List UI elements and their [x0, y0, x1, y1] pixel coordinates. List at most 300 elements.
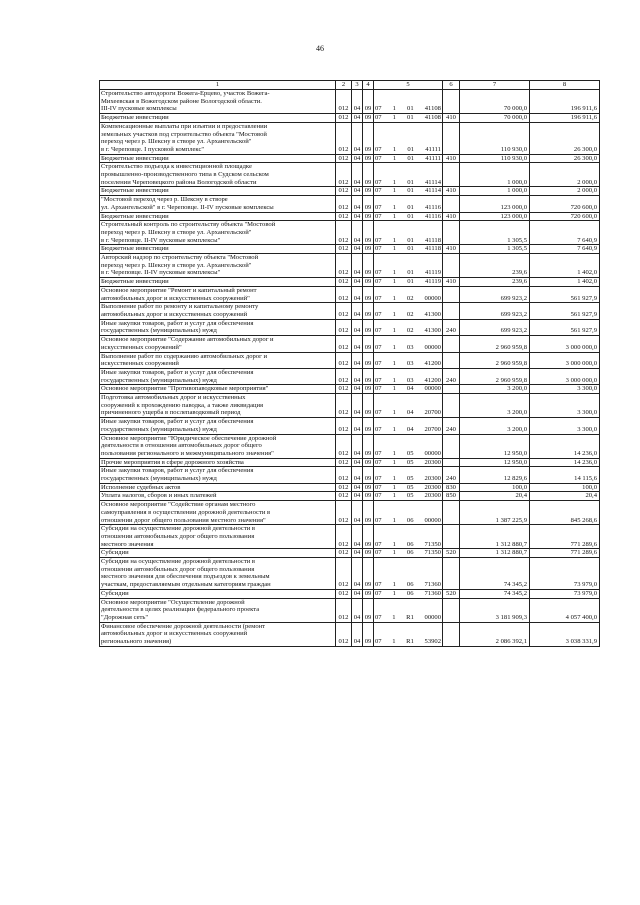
target-code-part: 1	[392, 458, 396, 466]
row-pr: 09	[363, 589, 374, 598]
target-code-part: 01	[407, 187, 414, 195]
table-row	[100, 352, 600, 368]
row-target-code	[374, 434, 443, 458]
row-pr: 09	[363, 501, 374, 525]
row-vr	[443, 434, 460, 458]
target-code-part: 20300	[424, 475, 441, 483]
row-vr: 410	[443, 187, 460, 196]
row-ved: 012	[336, 598, 352, 622]
header-col-5: 5	[374, 81, 443, 90]
row-ved: 012	[336, 212, 352, 221]
row-ved: 012	[336, 492, 352, 501]
row-name: Бюджетные инвестиции	[100, 278, 336, 287]
row-amount-year-2: 561 927,9	[530, 286, 600, 302]
target-code-part: 1	[392, 492, 396, 500]
row-target-code	[374, 418, 443, 434]
target-code-part: 1	[392, 145, 397, 153]
row-pr: 09	[363, 549, 374, 558]
row-rz: 04	[352, 483, 363, 492]
row-ved: 012	[336, 122, 352, 154]
header-col-4: 4	[363, 81, 374, 90]
target-code-parts	[374, 475, 442, 483]
table-row	[100, 467, 600, 483]
target-code-part: 1	[392, 245, 397, 253]
target-code-part: 07	[375, 178, 382, 186]
row-amount-year-2: 3 038 331,9	[530, 622, 600, 646]
target-code-parts	[374, 377, 442, 385]
row-name: Бюджетные инвестиции	[100, 245, 336, 254]
target-code-parts	[374, 278, 442, 286]
row-vr	[443, 385, 460, 394]
row-amount-year-1: 1 305,5	[460, 245, 530, 254]
row-name: Основное мероприятие "Ремонт и капитальный ремонт автомобильных дорог и искусственных сооружений"	[100, 286, 336, 302]
target-code-part: 20300	[424, 458, 441, 466]
row-rz: 04	[352, 303, 363, 319]
row-ved: 012	[336, 319, 352, 335]
row-target-code	[374, 622, 443, 646]
target-code-part: 07	[375, 614, 382, 621]
target-code-parts	[374, 484, 442, 492]
table-row	[100, 622, 600, 646]
table-row	[100, 525, 600, 549]
table-row	[100, 122, 600, 154]
target-code-part: 1	[392, 236, 397, 244]
row-rz: 04	[352, 212, 363, 221]
target-code-part: 01	[407, 203, 414, 211]
row-vr	[443, 163, 460, 187]
row-rz: 04	[352, 589, 363, 598]
row-amount-year-1: 3 200,0	[460, 394, 530, 418]
row-pr: 09	[363, 368, 374, 384]
table-row	[100, 114, 600, 123]
row-amount-year-2: 720 600,0	[530, 212, 600, 221]
target-code-parts	[374, 614, 442, 622]
row-pr: 09	[363, 336, 374, 352]
row-ved: 012	[336, 254, 352, 278]
target-code-parts	[374, 344, 442, 352]
target-code-parts	[374, 269, 442, 277]
row-amount-year-2: 561 927,9	[530, 303, 600, 319]
row-amount-year-1: 74 345,2	[460, 589, 530, 598]
row-amount-year-2: 720 600,0	[530, 196, 600, 212]
row-amount-year-2: 845 268,6	[530, 501, 600, 525]
row-vr	[443, 458, 460, 467]
row-vr: 520	[443, 589, 460, 598]
target-code-part: 06	[406, 581, 414, 589]
target-code-part: 20300	[424, 483, 441, 491]
target-code-part: 1	[392, 178, 397, 186]
row-amount-year-2: 26 300,0	[530, 154, 600, 163]
target-code-part: 02	[406, 310, 414, 318]
row-amount-year-2: 100,0	[530, 483, 600, 492]
row-target-code	[374, 467, 443, 483]
row-vr: 410	[443, 154, 460, 163]
row-name: Иные закупки товаров, работ и услуг для обеспечения государственных (муниципальных) нужд	[100, 319, 336, 335]
row-ved: 012	[336, 483, 352, 492]
target-code-part: 07	[375, 589, 382, 597]
row-name: Основное мероприятие "Противопаводковые мероприятия"	[100, 385, 336, 394]
table-row	[100, 492, 600, 501]
row-rz: 04	[352, 154, 363, 163]
target-code-part: 1	[392, 278, 397, 286]
target-code-parts	[374, 213, 442, 221]
table-row	[100, 501, 600, 525]
row-pr: 09	[363, 212, 374, 221]
target-code-part: 07	[375, 581, 382, 589]
row-amount-year-1: 3 181 909,3	[460, 598, 530, 622]
target-code-part: 41119	[425, 269, 441, 277]
row-rz: 04	[352, 458, 363, 467]
row-rz: 04	[352, 286, 363, 302]
row-rz: 04	[352, 122, 363, 154]
row-amount-year-2: 771 289,6	[530, 549, 600, 558]
target-code-part: 07	[375, 376, 382, 384]
target-code-part: 1	[392, 294, 396, 302]
target-code-part: 41114	[425, 178, 441, 186]
row-target-code	[374, 286, 443, 302]
row-name: Исполнение судебных актов	[100, 483, 336, 492]
row-ved: 012	[336, 385, 352, 394]
target-code-parts	[374, 409, 442, 417]
row-vr: 410	[443, 212, 460, 221]
target-code-parts	[374, 541, 442, 549]
row-name: Выполнение работ по содержанию автомобильных дорог и искусственных сооружений	[100, 352, 336, 368]
target-code-part: 41200	[424, 360, 441, 368]
row-vr	[443, 352, 460, 368]
target-code-part: 41111	[425, 145, 441, 153]
target-code-part: 41111	[425, 154, 441, 162]
row-target-code	[374, 196, 443, 212]
row-pr: 09	[363, 467, 374, 483]
target-code-part: 01	[407, 278, 414, 286]
target-code-parts	[374, 581, 442, 589]
target-code-part: 07	[375, 492, 382, 500]
row-target-code	[374, 525, 443, 549]
target-code-part: 41119	[425, 278, 441, 286]
row-name: Основное мероприятие "Осуществление дорожной деятельности в целях реализации федерального проекта "Дорожная сеть"	[100, 598, 336, 622]
row-rz: 04	[352, 187, 363, 196]
row-rz: 04	[352, 622, 363, 646]
target-code-part: 02	[406, 327, 414, 335]
row-name: Субсидии	[100, 589, 336, 598]
target-code-part: 07	[375, 409, 382, 417]
row-name: Выполнение работ по ремонту и капитальному ремонту автомобильных дорог и искусственных сооружений	[100, 303, 336, 319]
row-amount-year-1: 1 312 880,7	[460, 525, 530, 549]
row-vr: 240	[443, 418, 460, 434]
row-amount-year-1: 1 305,5	[460, 221, 530, 245]
row-amount-year-2: 1 402,0	[530, 254, 600, 278]
target-code-part: 41118	[425, 245, 441, 253]
row-ved: 012	[336, 187, 352, 196]
target-code-part: 1	[392, 638, 396, 646]
target-code-parts	[374, 187, 442, 195]
target-code-part: 41300	[424, 327, 441, 335]
target-code-part: 1	[392, 549, 396, 557]
row-ved: 012	[336, 303, 352, 319]
row-pr: 09	[363, 483, 374, 492]
row-vr: 240	[443, 319, 460, 335]
target-code-part: 05	[406, 449, 414, 457]
row-pr: 09	[363, 286, 374, 302]
row-ved: 012	[336, 368, 352, 384]
row-vr: 830	[443, 483, 460, 492]
row-target-code	[374, 303, 443, 319]
target-code-part: 07	[375, 549, 382, 557]
target-code-part: 07	[375, 203, 382, 211]
table-row	[100, 589, 600, 598]
target-code-part: 01	[407, 145, 414, 153]
target-code-part: 01	[407, 114, 414, 122]
row-name: Строительство подъезда к инвестиционной площадке промышленно-производственного типа в Судском сельском поселении Череповецкого района Вологодской области	[100, 163, 336, 187]
row-rz: 04	[352, 254, 363, 278]
row-rz: 04	[352, 163, 363, 187]
target-code-part: 06	[406, 589, 414, 597]
row-ved: 012	[336, 549, 352, 558]
table-row	[100, 303, 600, 319]
header-col-3: 3	[352, 81, 363, 90]
row-name: Прочие мероприятия в сфере дорожного хозяйства	[100, 458, 336, 467]
row-target-code	[374, 549, 443, 558]
target-code-parts	[374, 105, 442, 113]
row-vr	[443, 196, 460, 212]
target-code-part: 41116	[425, 203, 441, 211]
target-code-part: 71360	[424, 589, 441, 597]
row-amount-year-1: 110 930,0	[460, 154, 530, 163]
table-row	[100, 549, 600, 558]
table-row	[100, 385, 600, 394]
row-rz: 04	[352, 196, 363, 212]
row-name: "Мостовой переход через р. Шексну в створе ул. Архангельской" в г. Череповце. II-IV пусковые комплексы	[100, 196, 336, 212]
table-row	[100, 319, 600, 335]
row-rz: 04	[352, 467, 363, 483]
row-amount-year-2: 2 000,0	[530, 163, 600, 187]
target-code-part: 71350	[424, 549, 441, 557]
row-rz: 04	[352, 114, 363, 123]
row-amount-year-1: 12 950,0	[460, 434, 530, 458]
row-name: Субсидии	[100, 549, 336, 558]
row-name: Уплата налогов, сборов и иных платежей	[100, 492, 336, 501]
row-amount-year-1: 20,4	[460, 492, 530, 501]
row-amount-year-2: 73 979,0	[530, 589, 600, 598]
table-body	[100, 90, 600, 647]
target-code-part: 41300	[424, 310, 441, 318]
target-code-part: 1	[392, 540, 396, 548]
row-vr: 410	[443, 114, 460, 123]
table-row	[100, 254, 600, 278]
row-amount-year-2: 14 115,6	[530, 467, 600, 483]
row-amount-year-1: 123 000,0	[460, 196, 530, 212]
target-code-part: 01	[407, 236, 414, 244]
target-code-part: 07	[375, 294, 382, 302]
target-code-part: 06	[406, 540, 414, 548]
target-code-part: 20300	[424, 492, 441, 500]
table-row	[100, 394, 600, 418]
row-ved: 012	[336, 90, 352, 114]
row-ved: 012	[336, 245, 352, 254]
row-vr	[443, 394, 460, 418]
target-code-part: 04	[406, 425, 414, 433]
row-ved: 012	[336, 286, 352, 302]
row-pr: 09	[363, 385, 374, 394]
row-vr	[443, 90, 460, 114]
row-vr	[443, 336, 460, 352]
row-target-code	[374, 154, 443, 163]
row-vr	[443, 122, 460, 154]
target-code-part: 1	[392, 154, 397, 162]
target-code-parts	[374, 245, 442, 253]
row-vr	[443, 558, 460, 590]
target-code-part: 03	[406, 376, 414, 384]
row-rz: 04	[352, 558, 363, 590]
row-ved: 012	[336, 278, 352, 287]
row-rz: 04	[352, 434, 363, 458]
target-code-part: 01	[407, 269, 414, 277]
row-ved: 012	[336, 352, 352, 368]
table-row	[100, 90, 600, 114]
row-vr: 410	[443, 245, 460, 254]
row-amount-year-1: 1 000,0	[460, 163, 530, 187]
row-amount-year-2: 2 000,0	[530, 187, 600, 196]
row-target-code	[374, 483, 443, 492]
row-pr: 09	[363, 114, 374, 123]
row-rz: 04	[352, 501, 363, 525]
row-target-code	[374, 336, 443, 352]
row-ved: 012	[336, 589, 352, 598]
row-target-code	[374, 394, 443, 418]
target-code-part: 1	[392, 212, 397, 220]
target-code-part: 1	[392, 343, 396, 351]
target-code-part: 07	[375, 212, 382, 220]
table-row	[100, 336, 600, 352]
row-name: Основное мероприятие "Содействие органам местного самоуправления в осуществлении дорожной деятельности в отношении дорог общего пользования местного значения"	[100, 501, 336, 525]
table-row	[100, 458, 600, 467]
target-code-part: 41108	[424, 114, 441, 122]
row-pr: 09	[363, 303, 374, 319]
target-code-part: 05	[406, 475, 414, 483]
row-target-code	[374, 114, 443, 123]
row-ved: 012	[336, 558, 352, 590]
row-rz: 04	[352, 352, 363, 368]
row-name: Подготовка автомобильных дорог и искусственных сооружений к прохождению паводка, а также ликвидация причиненного ущерба в послепаводковый период	[100, 394, 336, 418]
row-vr	[443, 525, 460, 549]
table-row	[100, 368, 600, 384]
row-amount-year-2: 4 057 400,0	[530, 598, 600, 622]
table-row	[100, 154, 600, 163]
target-code-part: 07	[375, 145, 382, 153]
row-ved: 012	[336, 163, 352, 187]
target-code-part: 41118	[425, 236, 441, 244]
row-pr: 09	[363, 154, 374, 163]
header-col-8: 8	[530, 81, 600, 90]
row-amount-year-1: 1 387 225,9	[460, 501, 530, 525]
target-code-part: 00000	[424, 516, 441, 524]
target-code-part: 1	[392, 581, 396, 589]
target-code-part: 00000	[424, 343, 441, 351]
row-vr	[443, 303, 460, 319]
target-code-part: 07	[375, 449, 382, 457]
target-code-part: 07	[375, 638, 382, 646]
row-rz: 04	[352, 319, 363, 335]
target-code-parts	[374, 179, 442, 187]
row-amount-year-1: 3 200,0	[460, 385, 530, 394]
table-row	[100, 221, 600, 245]
target-code-parts	[374, 155, 442, 163]
row-pr: 09	[363, 434, 374, 458]
row-amount-year-1: 70 000,0	[460, 90, 530, 114]
row-pr: 09	[363, 458, 374, 467]
row-name: Бюджетные инвестиции	[100, 187, 336, 196]
row-amount-year-2: 3 000 000,0	[530, 352, 600, 368]
row-amount-year-1: 100,0	[460, 483, 530, 492]
target-code-part: 1	[392, 105, 396, 113]
target-code-part: 1	[392, 425, 396, 433]
row-target-code	[374, 368, 443, 384]
row-amount-year-1: 3 200,0	[460, 418, 530, 434]
row-amount-year-2: 196 911,6	[530, 114, 600, 123]
row-target-code	[374, 352, 443, 368]
row-pr: 09	[363, 352, 374, 368]
row-amount-year-1: 1 000,0	[460, 187, 530, 196]
target-code-part: 1	[392, 483, 396, 491]
row-pr: 09	[363, 394, 374, 418]
row-name: Бюджетные инвестиции	[100, 154, 336, 163]
target-code-part: 1	[392, 516, 396, 524]
target-code-part: 07	[375, 187, 382, 195]
table-row	[100, 598, 600, 622]
target-code-part: 05	[406, 483, 414, 491]
row-amount-year-1: 699 923,2	[460, 286, 530, 302]
row-amount-year-1: 699 923,2	[460, 319, 530, 335]
row-pr: 09	[363, 245, 374, 254]
target-code-part: 07	[375, 540, 382, 548]
row-pr: 09	[363, 163, 374, 187]
row-amount-year-1: 74 345,2	[460, 558, 530, 590]
row-amount-year-2: 196 911,6	[530, 90, 600, 114]
target-code-part: 03	[406, 343, 414, 351]
row-vr	[443, 501, 460, 525]
target-code-part: 07	[375, 458, 382, 466]
row-ved: 012	[336, 501, 352, 525]
row-amount-year-1: 699 923,2	[460, 303, 530, 319]
row-name: Субсидии на осуществление дорожной деятельности в отношении автомобильных дорог общего пользования местного значения для обеспечения подъездов к земельным участкам, предоставляемым отдельным категориям граждан	[100, 558, 336, 590]
target-code-part: 1	[392, 376, 396, 384]
table-row	[100, 212, 600, 221]
row-amount-year-2: 7 640,9	[530, 221, 600, 245]
target-code-part: 1	[392, 449, 396, 457]
target-code-parts	[374, 311, 442, 319]
row-name: Компенсационные выплаты при изъятии и предоставлении земельных участков под строительство объекта "Мостовой переход через р. Шексну в створе ул. Архангельской" в г. Череповце. I пусковой комплекс"	[100, 122, 336, 154]
target-code-part: 01	[407, 212, 414, 220]
target-code-parts	[374, 360, 442, 368]
target-code-parts	[374, 459, 442, 467]
row-rz: 04	[352, 336, 363, 352]
row-pr: 09	[363, 122, 374, 154]
row-name: Субсидии на осуществление дорожной деятельности в отношении автомобильных дорог общего пользования местного значения	[100, 525, 336, 549]
target-code-part: 41114	[425, 187, 441, 195]
row-target-code	[374, 187, 443, 196]
table-row	[100, 483, 600, 492]
row-amount-year-2: 73 979,0	[530, 558, 600, 590]
target-code-parts	[374, 204, 442, 212]
row-target-code	[374, 558, 443, 590]
target-code-part: 07	[375, 310, 382, 318]
target-code-part: 03	[406, 360, 414, 368]
target-code-part: 1	[392, 475, 396, 483]
table-row	[100, 434, 600, 458]
target-code-parts	[374, 385, 442, 393]
target-code-part: 04	[406, 409, 414, 417]
target-code-part: 07	[375, 236, 382, 244]
